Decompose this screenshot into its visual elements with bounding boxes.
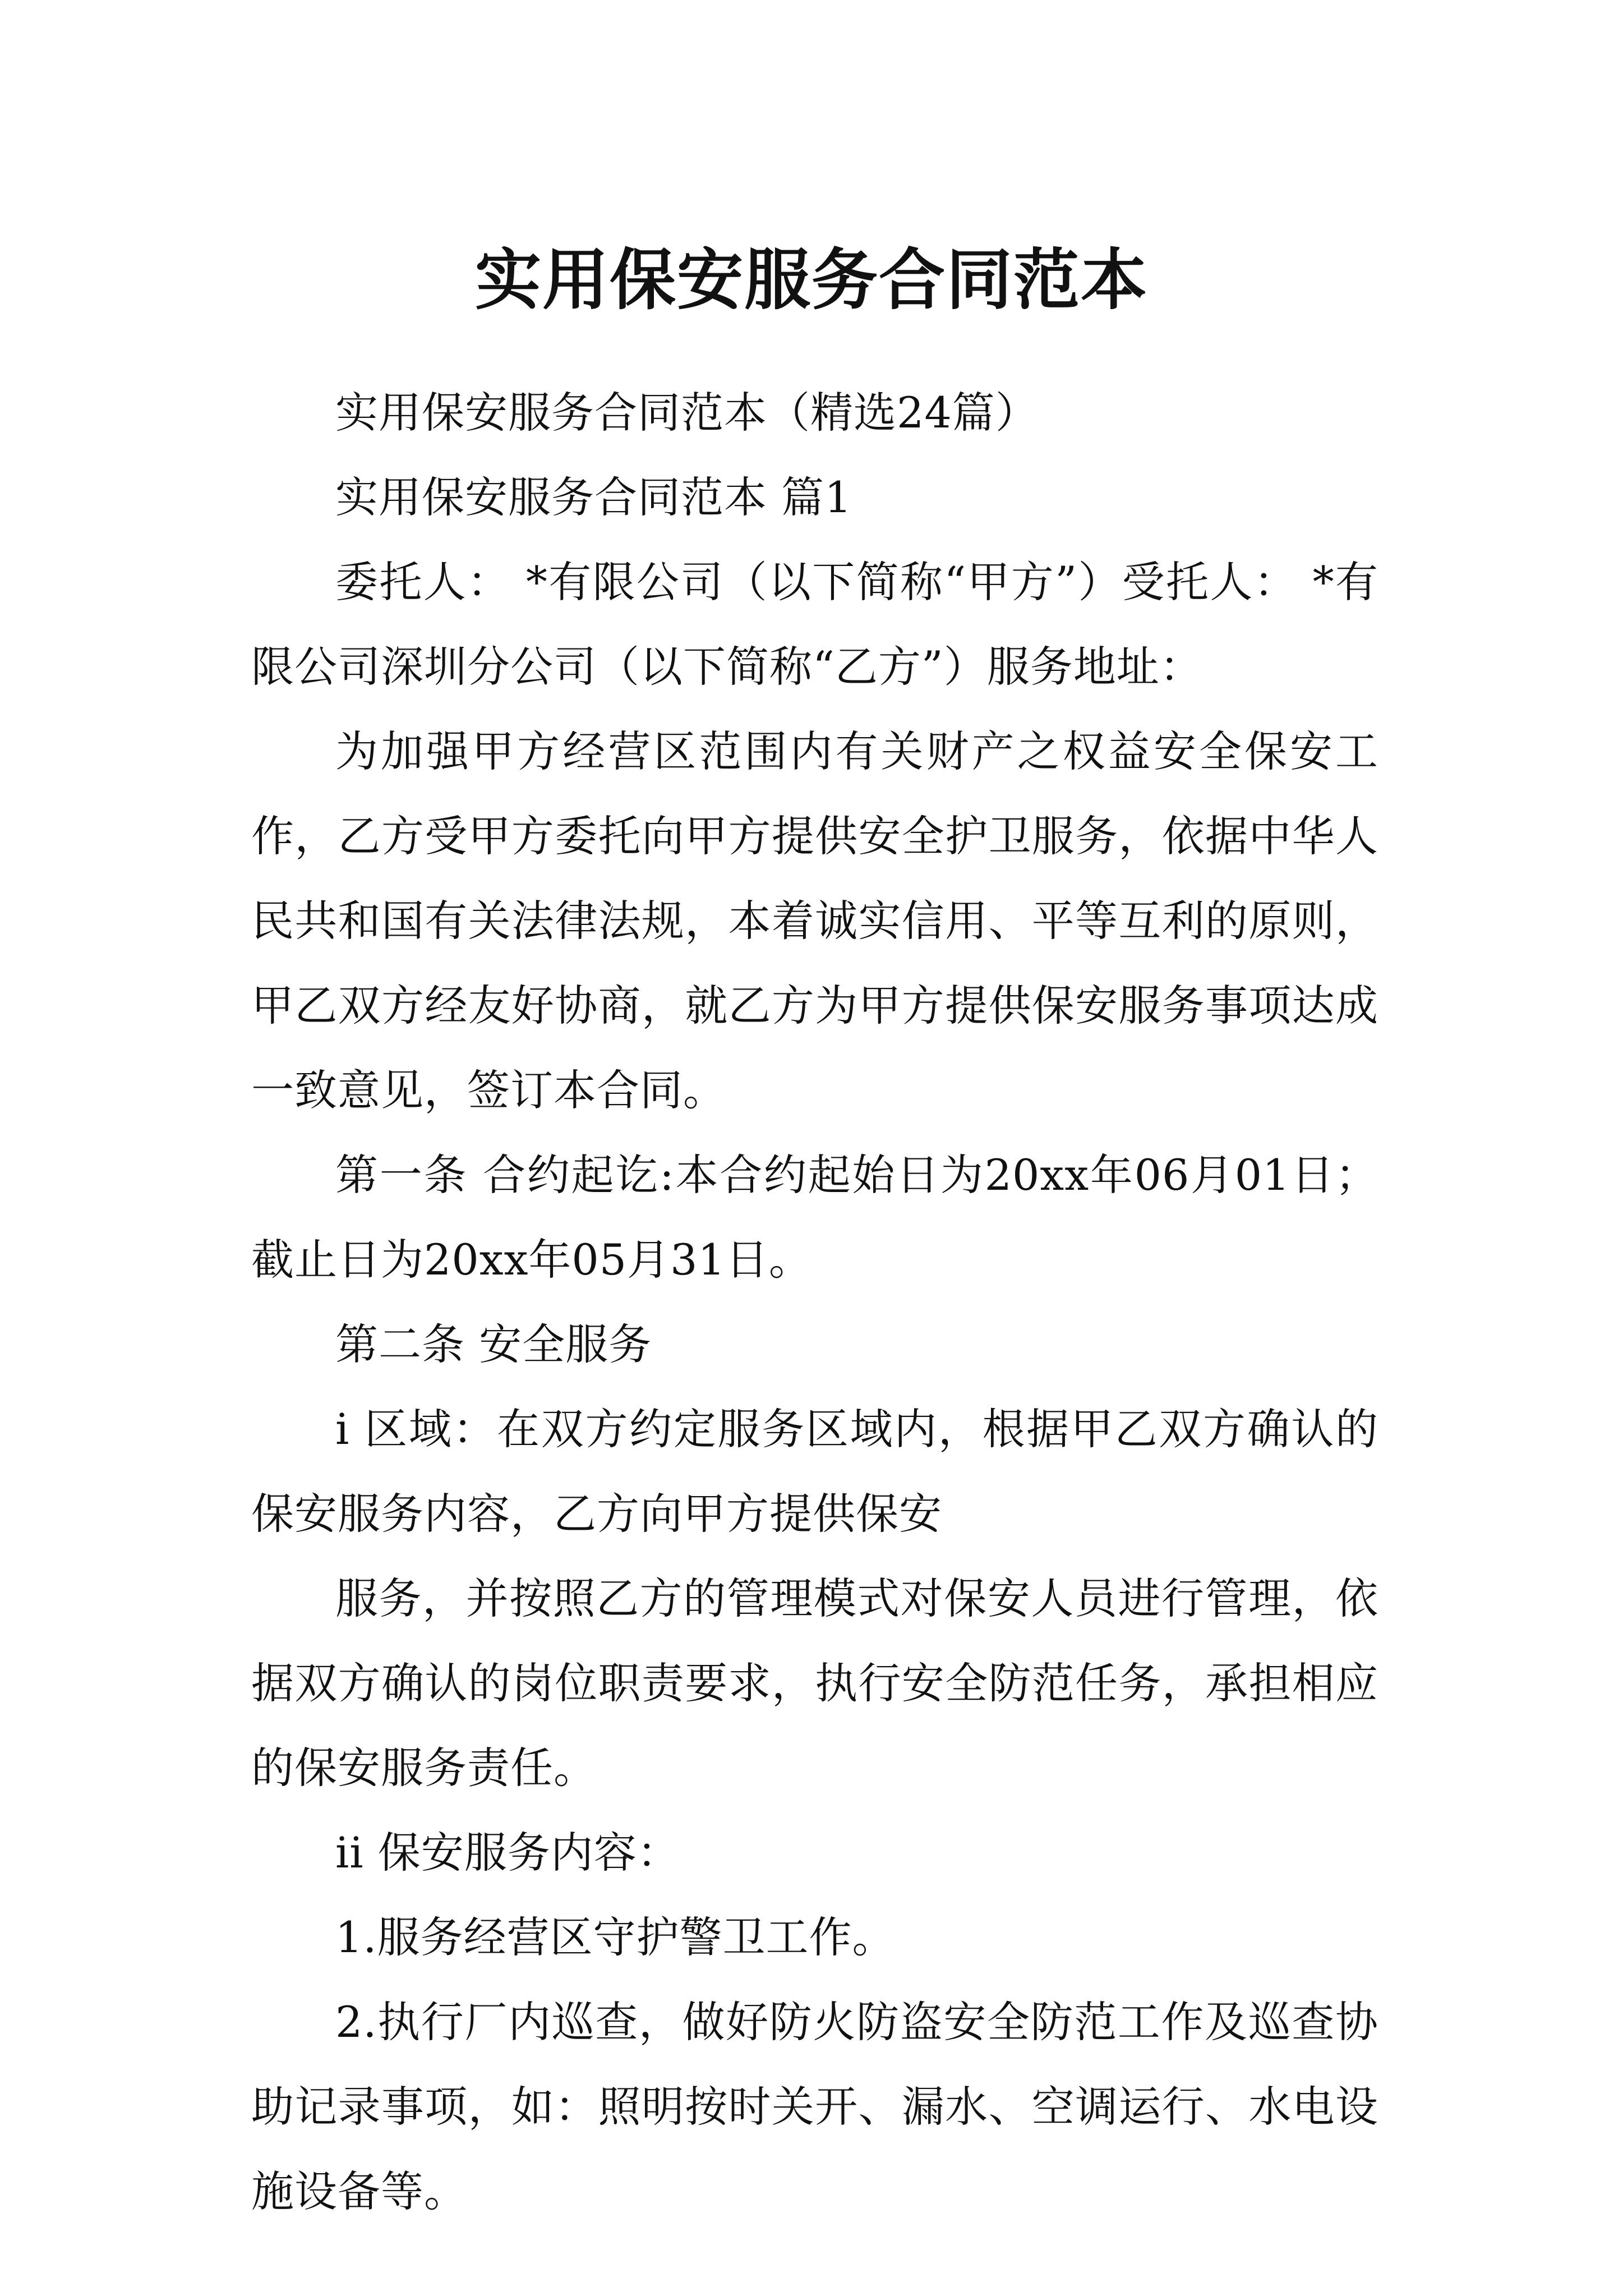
- paragraph-article-1: 第一条 合约起讫:本合约起始日为20xx年06月01日；截止日为20xx年05月31日。: [251, 1150, 1378, 1285]
- paragraph-content-heading: ii 保安服务内容：: [335, 1828, 680, 1878]
- document-title: 实用保安服务合同范本: [474, 241, 1148, 319]
- paragraph-area: i 区域：在双方约定服务区域内，根据甲乙双方确认的保安服务内容，乙方向甲方提供保安: [251, 1404, 1378, 1539]
- paragraph-item-1: 1.服务经营区守护警卫工作。: [335, 1912, 896, 1962]
- document-body: [251, 370, 1378, 2234]
- paragraph-service: 服务，并按照乙方的管理模式对保安人员进行管理，依据双方确认的岗位职责要求，执行安全防范任务，承担相应的保安服务责任。: [251, 1573, 1378, 1793]
- paragraph-subtitle: 实用保安服务合同范本（精选24篇）: [335, 388, 1039, 438]
- paragraph-section-heading: 实用保安服务合同范本 篇1: [335, 472, 852, 522]
- paragraph-item-2: 2.执行厂内巡查，做好防火防盗安全防范工作及巡查协助记录事项，如：照明按时关开、漏水、空调运行、水电设施设备等。: [251, 1997, 1378, 2216]
- paragraph-preamble: 为加强甲方经营区范围内有关财产之权益安全保安工作，乙方受甲方委托向甲方提供安全护卫服务，依据中华人民共和国有关法律法规，本着诚实信用、平等互利的原则，甲乙双方经友好协商，就乙方为甲方提供保安服务事项达成一致意见，签订本合同。: [251, 726, 1378, 1115]
- paragraph-parties: 委托人： *有限公司（以下简称“甲方”）受托人： *有限公司深圳分公司（以下简称“乙方”）服务地址：: [251, 557, 1378, 692]
- paragraph-article-2-heading: 第二条 安全服务: [335, 1319, 652, 1369]
